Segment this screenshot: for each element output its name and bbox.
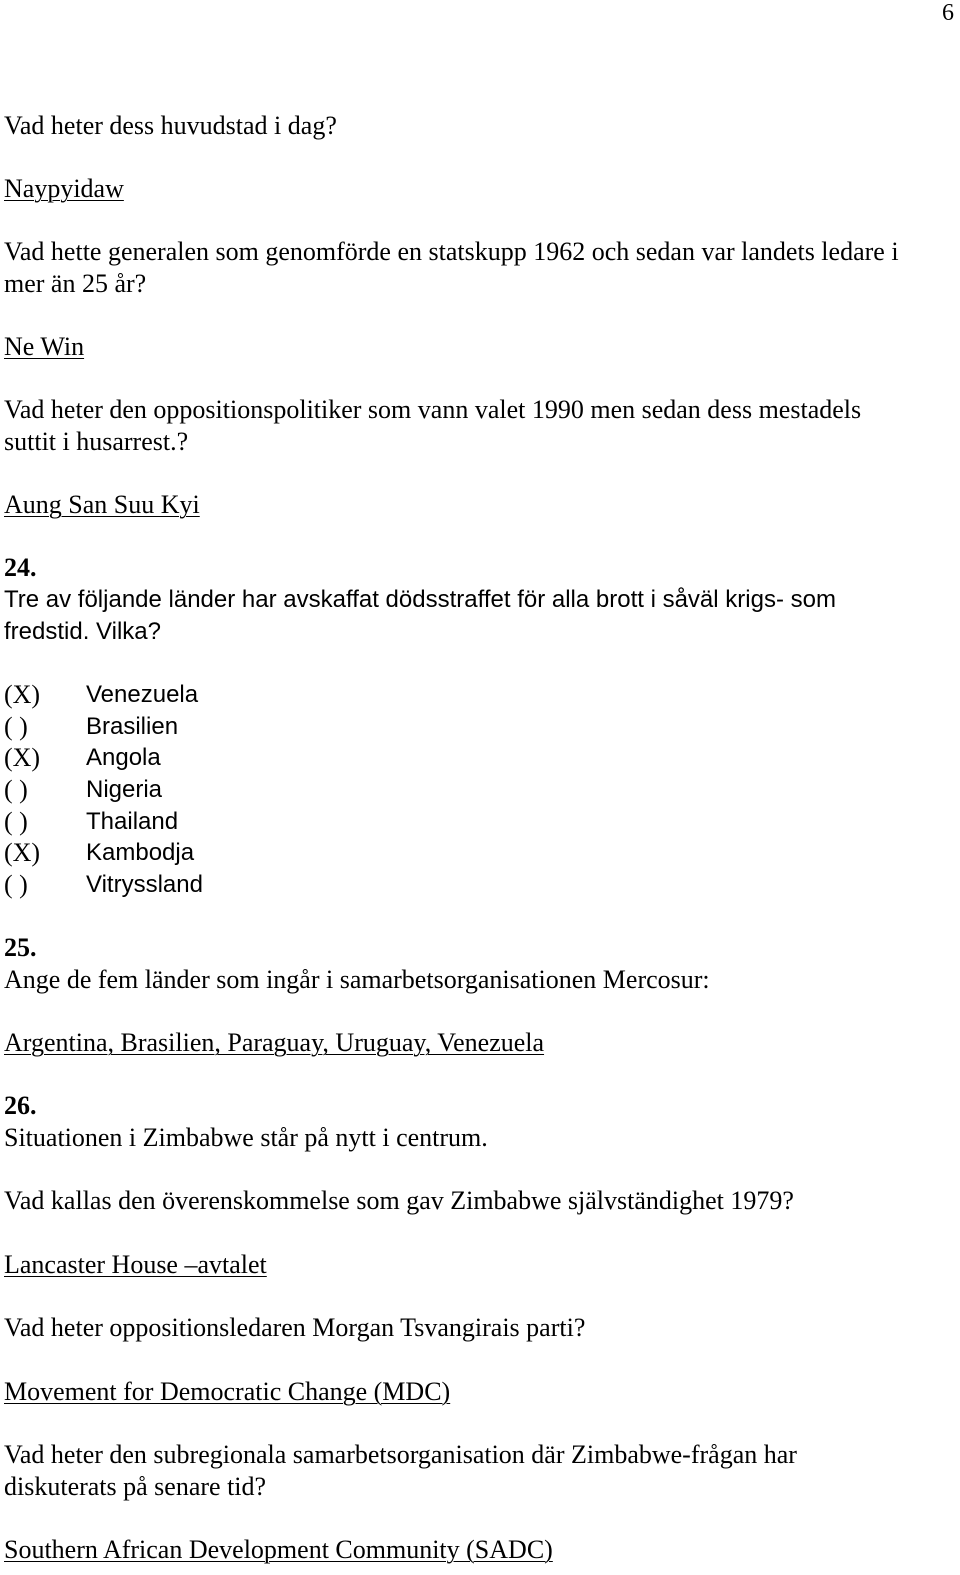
- option-row: [4, 806, 954, 838]
- answer-26-organisation: Southern African Development Community (SADC): [4, 1535, 553, 1564]
- option-label: Kambodja: [86, 839, 195, 867]
- option-label: Venezuela: [86, 681, 199, 708]
- question-general-line1: Vad hette generalen som genomförde en statskupp 1962 och sedan var landets ledare i: [4, 237, 899, 266]
- option-checkbox[interactable]: ( ): [4, 806, 28, 836]
- question-opposition-line2: suttit i husarrest.?: [4, 427, 189, 456]
- question-25-number: 25.: [4, 933, 37, 962]
- option-checkbox[interactable]: ( ): [4, 775, 28, 805]
- option-label: Brasilien: [86, 712, 179, 740]
- answer-general: Ne Win: [4, 332, 85, 361]
- option-row: [4, 774, 954, 806]
- option-checkbox[interactable]: (X): [4, 680, 41, 709]
- question-26-organisation-line1: Vad heter den subregionala samarbetsorganisation där Zimbabwe-frågan har: [4, 1440, 797, 1469]
- answer-capital: Naypyidaw: [4, 174, 124, 203]
- question-capital: Vad heter dess huvudstad i dag?: [4, 111, 337, 140]
- option-label: Thailand: [86, 807, 179, 835]
- answer-opposition: Aung San Suu Kyi: [4, 490, 200, 519]
- question-24-options: [4, 679, 954, 901]
- option-label: Angola: [86, 744, 161, 772]
- question-24-line1: Tre av följande länder har avskaffat dödsstraffet för alla brott i såväl krigs- som: [4, 586, 836, 613]
- answer-26-agreement: Lancaster House –avtalet: [4, 1250, 267, 1279]
- question-25-text: Ange de fem länder som ingår i samarbetsorganisationen Mercosur:: [4, 965, 710, 994]
- question-26-party: Vad heter oppositionsledaren Morgan Tsvangirais parti?: [4, 1313, 586, 1342]
- option-label: Vitryssland: [86, 871, 203, 899]
- option-checkbox[interactable]: ( ): [4, 870, 28, 900]
- question-26-number: 26.: [4, 1091, 37, 1120]
- option-row: [4, 869, 954, 901]
- question-opposition-line1: Vad heter den oppositionspolitiker som vann valet 1990 men sedan dess mestadels: [4, 395, 862, 424]
- question-24-number: 24.: [4, 553, 37, 582]
- question-26-agreement: Vad kallas den överenskommelse som gav Zimbabwe självständighet 1979?: [4, 1186, 794, 1215]
- question-26-organisation-line2: diskuterats på senare tid?: [4, 1472, 267, 1501]
- option-row: [4, 742, 954, 774]
- question-24-text: [4, 584, 954, 648]
- option-row: [4, 837, 954, 869]
- question-general-line2: mer än 25 år?: [4, 269, 147, 298]
- answer-26-party: Movement for Democratic Change (MDC): [4, 1377, 451, 1406]
- option-checkbox[interactable]: (X): [4, 838, 41, 868]
- question-24-line2: fredstid. Vilka?: [4, 618, 161, 645]
- option-row: [4, 711, 954, 743]
- option-checkbox[interactable]: ( ): [4, 711, 28, 741]
- option-checkbox[interactable]: (X): [4, 743, 41, 773]
- question-opposition: [4, 394, 954, 458]
- option-row: [4, 679, 954, 711]
- question-26-organisation: [4, 1439, 954, 1503]
- page-number: 6: [942, 0, 954, 26]
- option-label: Nigeria: [86, 776, 163, 804]
- question-general: [4, 236, 954, 300]
- answer-25: Argentina, Brasilien, Paraguay, Uruguay, Venezuela: [4, 1028, 545, 1057]
- question-26-intro: Situationen i Zimbabwe står på nytt i centrum.: [4, 1123, 488, 1152]
